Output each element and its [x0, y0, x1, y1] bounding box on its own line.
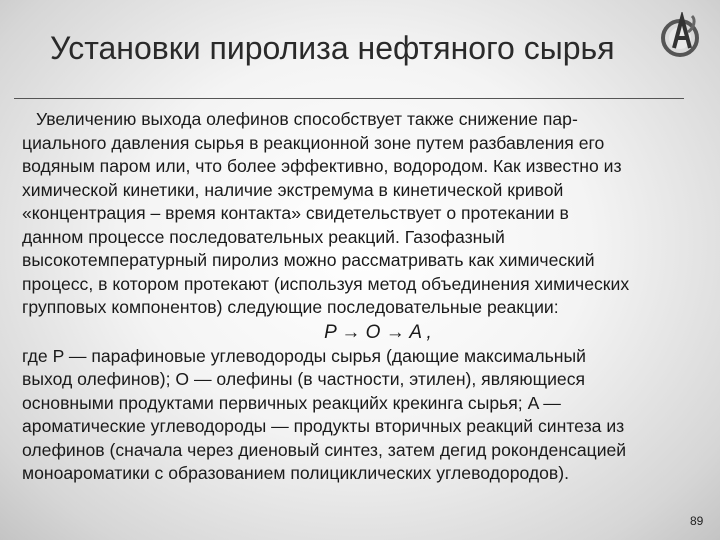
- body-line: ароматические углеводороды — продукты вторичных реакций синтеза из: [22, 416, 625, 436]
- body-line: моноароматики с образованием полициклических углеводородов).: [22, 463, 570, 483]
- title-divider: [14, 98, 684, 99]
- body-line: Увеличению выхода олефинов способствует также снижение пар-: [36, 109, 578, 129]
- body-line: основными продуктами первичных реакцийх крекинга сырья; A —: [22, 392, 561, 413]
- reaction-formula: P → O → A ,: [324, 321, 432, 343]
- body-line: водяным паром или, что более эффективно, водородом. Как известно из: [22, 156, 622, 176]
- body-line: олефинов (сначала через диеновый синтез, затем дегид роконденсацией: [22, 439, 627, 460]
- body-line: групповых компонентов) следующие последовательные реакции:: [22, 297, 559, 317]
- slide-body: [22, 108, 714, 486]
- body-line: «концентрация – время контакта» свидетельствует о протекании в: [22, 203, 569, 223]
- body-line: химической кинетики, наличие экстремума в кинетической кривой: [22, 179, 564, 200]
- slide-title: Установки пиролиза нефтяного сырья: [50, 30, 615, 66]
- body-line: данном процессе последовательных реакций. Газофазный: [22, 226, 505, 247]
- page-number: 89: [690, 514, 704, 528]
- body-line: высокотемпературный пиролиз можно рассматривать как химический: [22, 250, 595, 270]
- body-line: выход олефинов); O — олефины (в частности, этилен), являющиеся: [22, 369, 586, 389]
- body-line: процесс, в котором протекают (используя метод объединения химических: [22, 273, 630, 294]
- university-emblem-icon: [658, 12, 706, 60]
- body-line: где P — парафиновые углеводороды сырья (дающие максимальный: [22, 345, 586, 366]
- body-line: циального давления сырья в реакционной зоне путем разбавления его: [22, 132, 605, 153]
